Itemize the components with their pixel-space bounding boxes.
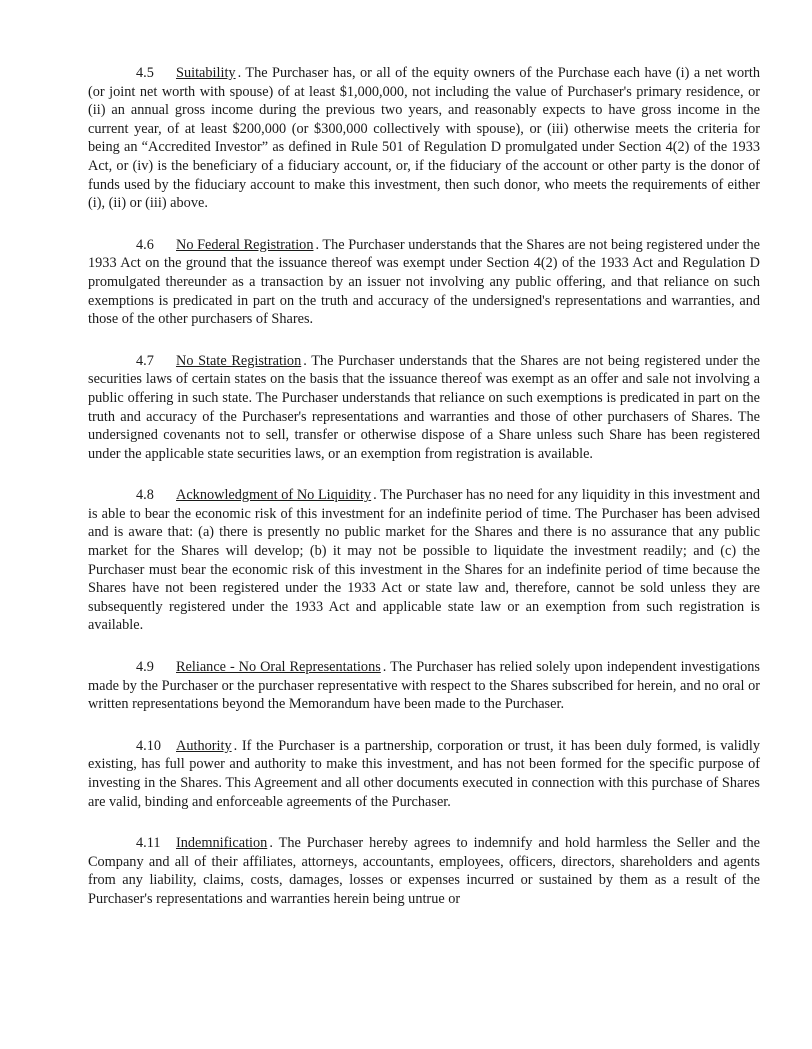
section-4-6 xyxy=(88,236,760,329)
section-body: . The Purchaser understands that the Shares are not being registered under the 1933 Act on the ground that the issuance thereof was exempt under Section 4(2) of the 1933 Act and Regulation D promulgated thereunder as a transaction by an issuer not involving any public offering, and that reliance on such exemptions is predicated in part on the truth and accuracy of the undersigned's representations and warranties, and those of the other purchasers of Shares. xyxy=(88,236,760,328)
section-body: . The Purchaser has relied solely upon independent investigations made by the Purchaser or the purchaser representative with respect to the Shares subscribed for herein, and no oral or written representations beyond the Memorandum have been made to the Purchaser. xyxy=(88,659,760,713)
section-heading: No Federal Registration xyxy=(176,236,314,253)
section-heading: Acknowledgment of No Liquidity xyxy=(176,487,372,504)
section-number: 4.9 xyxy=(136,659,154,676)
section-number: 4.7 xyxy=(136,352,154,369)
section-heading: No State Registration xyxy=(176,352,302,369)
section-number: 4.10 xyxy=(136,737,162,754)
section-body: . The Purchaser hereby agrees to indemnify and hold harmless the Seller and the Company and all of their affiliates, attorneys, accountants, employees, officers, directors, shareholders and agents from any liability, claims, costs, damages, losses or expenses incurred or sustained by them as a result of the Purchaser's representations and warranties herein being untrue or xyxy=(88,835,760,907)
document-page xyxy=(88,64,760,932)
section-number: 4.11 xyxy=(136,835,161,852)
section-body: . If the Purchaser is a partnership, corporation or trust, it has been duly formed, is validly existing, has full power and authority to make this investment, and has not been formed for the specific purpose of investing in the Shares. This Agreement and all other documents executed in connection with this purchase of Shares are valid, binding and enforceable agreements of the Purchaser. xyxy=(88,737,760,810)
section-4-11 xyxy=(88,834,760,908)
section-body: . The Purchaser has, or all of the equity owners of the Purchase each have (i) a net worth (or joint net worth with spouse) of at least $1,000,000, not including the value of Purchaser's primary residence, or (ii) an annual gross income during the previous two years, and reasonably expects to have gross income in the current year, of at least $200,000 (or $300,000 collectively with spouse), or (iii) otherwise meets the criteria for being an “Accredited Investor” as defined in Rule 501 of Regulation D promulgated under Section 4(2) of the 1933 Act, or (iv) is the beneficiary of a fiduciary account, or, if the fiduciary of the account or other party is the donor of funds used by the fiduciary account to make this investment, then such donor, who meets the requirements of either (i), (ii) or (iii) above. xyxy=(88,65,760,212)
section-body: . The Purchaser has no need for any liquidity in this investment and is able to bear the economic risk of this investment for an indefinite period of time. The Purchaser has been advised and is aware that: (a) there is presently no public market for the Shares and there is no assurance that any public market for the Shares will develop; (b) it may not be possible to liquidate the investment readily; and (c) the Purchaser must bear the economic risk of this investment in the Shares for an indefinite period of time because the Shares have not been registered under the 1933 Act or state law and, therefore, cannot be sold unless they are subsequently registered under the 1933 Act and applicable state law or an exemption from such registration is available. xyxy=(88,487,760,634)
section-4-9 xyxy=(88,658,760,714)
section-body: . The Purchaser understands that the Shares are not being registered under the securities laws of certain states on the basis that the issuance thereof was exempt as an offer and sale not involving a public offering in such state. The Purchaser understands that reliance on such exemptions is predicated in part on the truth and accuracy of the Purchaser's representations and warranties and those of other purchasers of Shares. The undersigned covenants not to sell, transfer or otherwise dispose of a Share unless such Share has been registered under the applicable state securities laws, or an exemption from registration is available. xyxy=(88,352,760,462)
section-number: 4.8 xyxy=(136,487,154,504)
section-4-5 xyxy=(88,64,760,213)
section-4-10 xyxy=(88,737,760,811)
section-4-7 xyxy=(88,352,760,464)
section-heading: Reliance - No Oral Representations xyxy=(176,659,381,676)
section-number: 4.5 xyxy=(136,65,154,81)
section-4-8 xyxy=(88,486,760,635)
section-number: 4.6 xyxy=(136,236,154,253)
section-heading: Indemnification xyxy=(176,835,268,852)
section-heading: Authority xyxy=(176,737,232,754)
section-heading: Suitability xyxy=(176,65,236,81)
